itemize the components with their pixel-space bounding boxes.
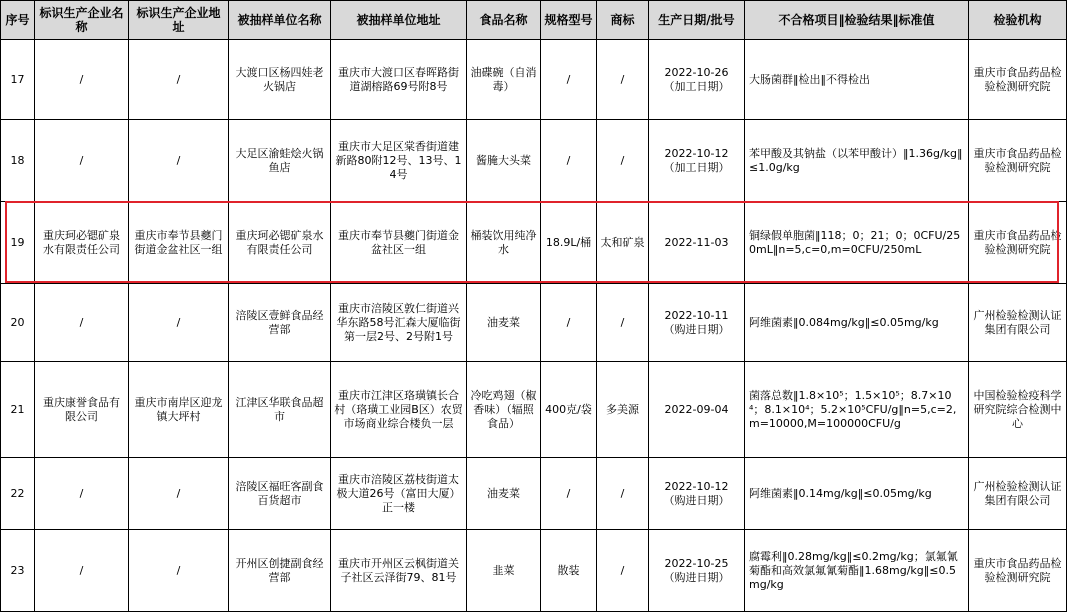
- brand: 多美源: [597, 362, 649, 458]
- col-header: 序号: [1, 1, 35, 40]
- row-number: 20: [1, 284, 35, 362]
- food-name: 油碟碗（自消毒）: [467, 40, 541, 120]
- maker-address: /: [129, 458, 229, 530]
- brand: /: [597, 120, 649, 202]
- production-date: 2022-10-12 （购进日期）: [649, 458, 745, 530]
- production-date: 2022-10-12 （加工日期）: [649, 120, 745, 202]
- table-row: [1, 120, 1067, 202]
- sampled-unit-name: 涪陵区壹鲜食品经营部: [229, 284, 331, 362]
- defect-result: 菌落总数‖1.8×10⁵；1.5×10⁵；8.7×10⁴；8.1×10⁴；5.2×10⁵CFU/g‖n=5,c=2,m=10000,M=100000CFU/g: [745, 362, 969, 458]
- food-name: 油麦菜: [467, 458, 541, 530]
- production-date: 2022-09-04: [649, 362, 745, 458]
- table-row-highlighted: [1, 202, 1067, 284]
- spec: /: [541, 40, 597, 120]
- sampled-unit-address: 重庆市大渡口区春晖路街道湖榕路69号附8号: [331, 40, 467, 120]
- maker-name: /: [35, 458, 129, 530]
- defect-result: 阿维菌素‖0.084mg/kg‖≤0.05mg/kg: [745, 284, 969, 362]
- testing-lab: 中国检验检疫科学研究院综合检测中心: [969, 362, 1067, 458]
- row-number: 21: [1, 362, 35, 458]
- row-number: 22: [1, 458, 35, 530]
- col-header: 被抽样单位名称: [229, 1, 331, 40]
- production-date: 2022-10-11 （购进日期）: [649, 284, 745, 362]
- brand: 太和矿泉: [597, 202, 649, 284]
- food-name: 韭菜: [467, 530, 541, 612]
- row-number: 19: [1, 202, 35, 284]
- defect-result: 苯甲酸及其钠盐（以苯甲酸计）‖1.36g/kg‖≤1.0g/kg: [745, 120, 969, 202]
- table-row: [1, 458, 1067, 530]
- row-number: 17: [1, 40, 35, 120]
- sampled-unit-address: 重庆市开州区云枫街道关子社区云泽街79、81号: [331, 530, 467, 612]
- col-header: 检验机构: [969, 1, 1067, 40]
- spec: 散装: [541, 530, 597, 612]
- brand: /: [597, 40, 649, 120]
- maker-name: /: [35, 120, 129, 202]
- testing-lab: 重庆市食品药品检验检测研究院: [969, 40, 1067, 120]
- spec: /: [541, 458, 597, 530]
- col-header: 标识生产企业地址: [129, 1, 229, 40]
- col-header: 被抽样单位地址: [331, 1, 467, 40]
- testing-lab: 重庆市食品药品检验检测研究院: [969, 120, 1067, 202]
- sampled-unit-name: 大足区渝蛙烩火锅鱼店: [229, 120, 331, 202]
- spec: /: [541, 284, 597, 362]
- col-header: 食品名称: [467, 1, 541, 40]
- sampled-unit-address: 重庆市涪陵区敦仁街道兴华东路58号汇森大厦临街第一层2号、2号附1号: [331, 284, 467, 362]
- sampled-unit-name: 开州区创捷副食经营部: [229, 530, 331, 612]
- maker-name: /: [35, 284, 129, 362]
- brand: /: [597, 458, 649, 530]
- food-name: 桶装饮用纯净水: [467, 202, 541, 284]
- food-name: 酱腌大头菜: [467, 120, 541, 202]
- brand: /: [597, 284, 649, 362]
- table-row: [1, 284, 1067, 362]
- table-row: [1, 362, 1067, 458]
- maker-address: /: [129, 284, 229, 362]
- table-row: [1, 40, 1067, 120]
- maker-name: /: [35, 40, 129, 120]
- defect-result: 阿维菌素‖0.14mg/kg‖≤0.05mg/kg: [745, 458, 969, 530]
- defect-result: 大肠菌群‖检出‖不得检出: [745, 40, 969, 120]
- maker-address: /: [129, 530, 229, 612]
- sampled-unit-name: 大渡口区杨四娃老火锅店: [229, 40, 331, 120]
- sampled-unit-address: 重庆市江津区珞璜镇长合村（珞璜工业园B区）农贸市场商业综合楼负一层: [331, 362, 467, 458]
- spec: 400克/袋: [541, 362, 597, 458]
- testing-lab: 广州检验检测认证集团有限公司: [969, 284, 1067, 362]
- sampled-unit-address: 重庆市涪陵区荔枝街道太极大道26号（富田大厦）正一楼: [331, 458, 467, 530]
- production-date: 2022-10-25 （购进日期）: [649, 530, 745, 612]
- testing-lab: 广州检验检测认证集团有限公司: [969, 458, 1067, 530]
- maker-address: /: [129, 40, 229, 120]
- food-name: 冷吃鸡翅（椒香味）（辐照食品）: [467, 362, 541, 458]
- food-name: 油麦菜: [467, 284, 541, 362]
- sampled-unit-name: 重庆珂必锶矿泉水有限责任公司: [229, 202, 331, 284]
- header-row: [1, 1, 1067, 40]
- sampled-unit-address: 重庆市大足区棠香街道建新路80附12号、13号、14号: [331, 120, 467, 202]
- brand: /: [597, 530, 649, 612]
- defect-result: 腐霉利‖0.28mg/kg‖≤0.2mg/kg；氯氟氰菊酯和高效氯氟氰菊酯‖1.68mg/kg‖≤0.5mg/kg: [745, 530, 969, 612]
- table-row: [1, 530, 1067, 612]
- col-header: 规格型号: [541, 1, 597, 40]
- row-number: 23: [1, 530, 35, 612]
- spec: /: [541, 120, 597, 202]
- maker-address: 重庆市南岸区迎龙镇大坪村: [129, 362, 229, 458]
- production-date: 2022-11-03: [649, 202, 745, 284]
- sampled-unit-name: 江津区华联食品超市: [229, 362, 331, 458]
- sampled-unit-name: 涪陵区福旺客副食百货超市: [229, 458, 331, 530]
- defect-result: 铜绿假单胞菌‖118；0；21；0；0CFU/250mL‖n=5,c=0,m=0CFU/250mL: [745, 202, 969, 284]
- spec: 18.9L/桶: [541, 202, 597, 284]
- row-number: 18: [1, 120, 35, 202]
- production-date: 2022-10-26 （加工日期）: [649, 40, 745, 120]
- maker-name: 重庆珂必锶矿泉水有限责任公司: [35, 202, 129, 284]
- maker-address: /: [129, 120, 229, 202]
- col-header: 商标: [597, 1, 649, 40]
- testing-lab: 重庆市食品药品检验检测研究院: [969, 530, 1067, 612]
- col-header: 不合格项目‖检验结果‖标准值: [745, 1, 969, 40]
- maker-address: 重庆市奉节县夔门街道金盆社区一组: [129, 202, 229, 284]
- col-header: 生产日期/批号: [649, 1, 745, 40]
- sampled-unit-address: 重庆市奉节县夔门街道金盆社区一组: [331, 202, 467, 284]
- maker-name: 重庆康誉食品有限公司: [35, 362, 129, 458]
- col-header: 标识生产企业名称: [35, 1, 129, 40]
- testing-lab: 重庆市食品药品检验检测研究院: [969, 202, 1067, 284]
- maker-name: /: [35, 530, 129, 612]
